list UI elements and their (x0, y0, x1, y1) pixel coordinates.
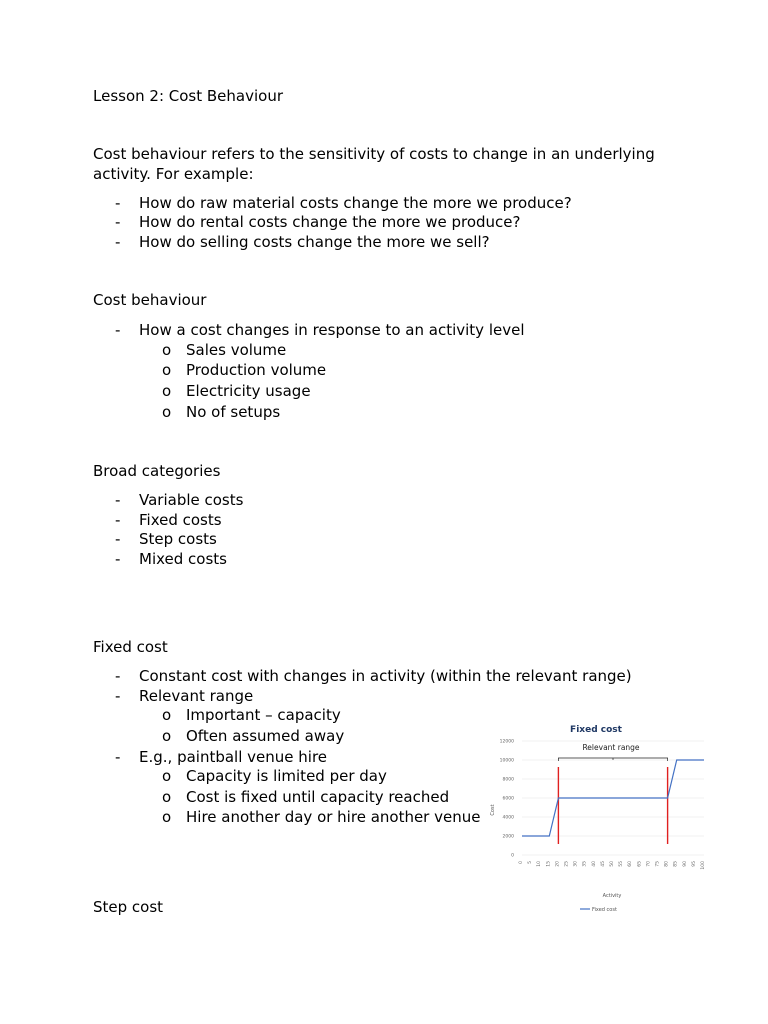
x-tick-label: 35 (582, 861, 588, 867)
x-tick-label: 5 (528, 861, 534, 864)
dash-marker: - (115, 550, 121, 568)
category-item: Variable costs (139, 491, 244, 509)
chart-title: Fixed cost (570, 725, 622, 735)
x-tick-label: 75 (655, 861, 661, 867)
dash-marker: - (115, 491, 121, 509)
o-marker: o (162, 727, 172, 745)
y-tick-label: 4000 (502, 815, 514, 821)
x-tick-label: 85 (673, 861, 679, 867)
dash-marker: - (115, 687, 121, 705)
x-tick-label: 60 (628, 861, 634, 867)
x-tick-label: 25 (564, 861, 570, 867)
dash-marker: - (115, 667, 121, 685)
cost-behaviour-sub-bullet: Production volume (186, 361, 327, 379)
dash-marker: - (115, 233, 121, 251)
x-tick-label: 90 (682, 861, 688, 867)
o-marker: o (162, 341, 172, 359)
cost-behaviour-sub-bullet: Sales volume (186, 341, 287, 359)
o-marker: o (162, 361, 172, 379)
section-heading-categories: Broad categories (93, 462, 221, 480)
y-axis-label: Cost (490, 804, 496, 816)
category-item: Mixed costs (139, 550, 227, 568)
o-marker: o (162, 706, 172, 724)
fixed-cost-sub-bullet: Hire another day or hire another venue (186, 808, 481, 826)
x-tick-label: 30 (573, 861, 579, 867)
dash-marker: - (115, 321, 121, 339)
x-tick-label: 55 (619, 861, 625, 867)
section-heading-cost-behaviour: Cost behaviour (93, 291, 207, 309)
x-tick-label: 45 (600, 861, 606, 867)
x-axis-label: Activity (602, 893, 622, 899)
x-tick-label: 95 (691, 861, 697, 867)
o-marker: o (162, 403, 172, 421)
y-tick-label: 12000 (499, 739, 514, 745)
x-tick-label: 20 (555, 861, 561, 867)
relevant-range-annotation: Relevant range (582, 743, 640, 752)
fixed-cost-sub-bullet: Cost is fixed until capacity reached (186, 788, 450, 806)
y-tick-label: 6000 (502, 796, 514, 802)
x-tick-label: 0 (519, 861, 524, 864)
dash-marker: - (115, 213, 121, 231)
cost-behaviour-bullet: How a cost changes in response to an activity level (139, 321, 525, 339)
o-marker: o (162, 382, 172, 400)
fixed-cost-sub-bullet: Important – capacity (186, 706, 341, 724)
fixed-cost-bullet: Constant cost with changes in activity (within the relevant range) (139, 667, 632, 685)
x-tick-label: 100 (701, 861, 706, 870)
x-tick-label: 80 (664, 861, 670, 867)
page-title: Lesson 2: Cost Behaviour (93, 87, 283, 105)
x-tick-label: 15 (546, 861, 552, 867)
intro-line-1: Cost behaviour refers to the sensitivity of costs to change in an underlying (93, 145, 655, 163)
cost-behaviour-sub-bullet: No of setups (186, 403, 281, 421)
dash-marker: - (115, 748, 121, 766)
x-tick-label: 10 (537, 861, 543, 867)
fixed-cost-bullet: E.g., paintball venue hire (139, 748, 328, 766)
x-tick-label: 40 (591, 861, 597, 867)
fixed-cost-sub-bullet: Often assumed away (186, 727, 345, 745)
x-tick-label: 70 (646, 861, 652, 867)
section-heading-step-cost: Step cost (93, 898, 164, 916)
legend-label: Fixed cost (592, 907, 617, 913)
intro-bullet: How do rental costs change the more we produce? (139, 213, 521, 231)
x-tick-label: 50 (610, 861, 615, 867)
intro-bullet: How do selling costs change the more we sell? (139, 233, 490, 251)
y-tick-label: 2000 (502, 834, 514, 840)
y-tick-label: 10000 (499, 758, 514, 764)
o-marker: o (162, 808, 172, 826)
intro-bullet: How do raw material costs change the more we produce? (139, 194, 572, 212)
fixed-cost-sub-bullet: Capacity is limited per day (186, 767, 387, 785)
o-marker: o (162, 788, 172, 806)
intro-line-2: activity. For example: (93, 165, 254, 183)
o-marker: o (162, 767, 172, 785)
category-item: Fixed costs (139, 511, 222, 529)
x-tick-label: 65 (637, 861, 643, 867)
section-heading-fixed-cost: Fixed cost (93, 638, 168, 656)
dash-marker: - (115, 511, 121, 529)
cost-behaviour-sub-bullet: Electricity usage (186, 382, 311, 400)
fixed-cost-bullet: Relevant range (139, 687, 254, 705)
category-item: Step costs (139, 530, 217, 548)
fixed-cost-chart (482, 718, 714, 918)
dash-marker: - (115, 194, 121, 212)
y-tick-label: 8000 (502, 777, 514, 783)
dash-marker: - (115, 530, 121, 548)
y-tick-label: 0 (511, 853, 514, 859)
